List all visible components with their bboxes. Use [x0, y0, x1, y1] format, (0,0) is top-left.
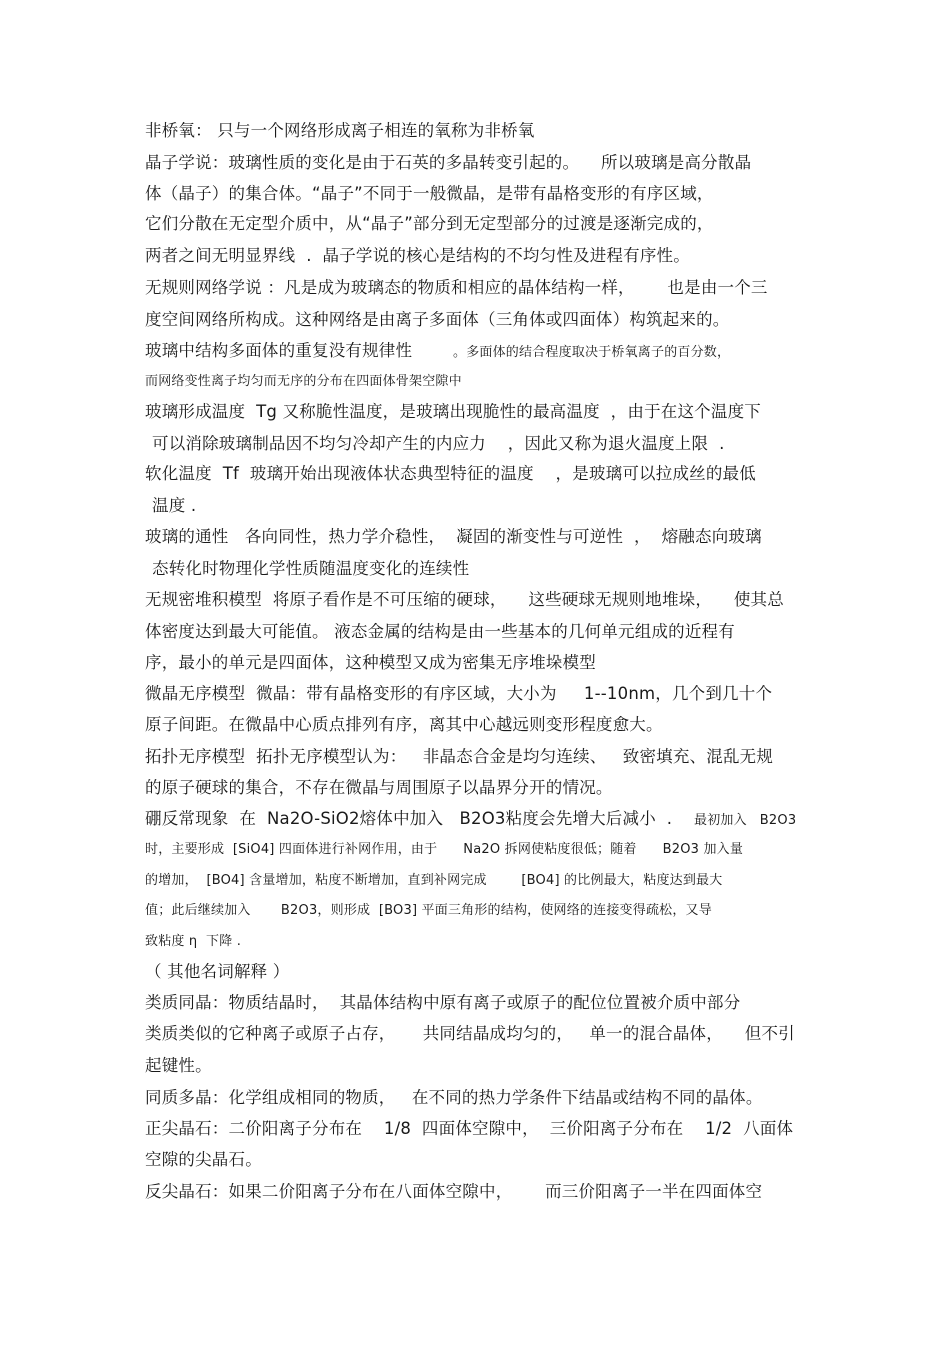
- text-line: 软化温度 Tf 玻璃开始出现液体状态典型特征的温度 ，是玻璃可以拉成丝的最低: [145, 464, 756, 483]
- text-line: 空隙的尖晶石。: [145, 1150, 262, 1169]
- text-line: 玻璃中结构多面体的重复没有规律性: [145, 341, 413, 360]
- section-heading: （ 其他名词解释 ）: [145, 962, 290, 981]
- text-line: 无规密堆积模型 将原子看作是不可压缩的硬球， 这些硬球无规则地堆垛， 使其总: [145, 590, 784, 609]
- text-line: 无规则网络学说 ：凡是成为玻璃态的物质和相应的晶体结构一样， 也是由一个三: [145, 278, 768, 297]
- text-line: 原子间距。在微晶中心质点排列有序，离其中心越远则变形程度愈大。: [145, 715, 663, 734]
- text-line: 微晶无序模型 微晶：带有晶格变形的有序区域，大小为 1--10nm，几个到几十个: [145, 684, 773, 703]
- text-line: 它们分散在无定型介质中，从“晶子”部分到无定型部分的过渡是逐渐完成的，: [145, 214, 714, 233]
- text-line: 的原子硬球的集合，不存在微晶与周围原子以晶界分开的情况。: [145, 778, 613, 797]
- text-line: 时，主要形成 [SiO4] 四面体进行补网作用，由于 Na2O 拆网使粘度很低；随着 B2O3 加入量: [145, 842, 744, 857]
- text-line: 非桥氧： 只与一个网络形成离子相连的氧称为非桥氧: [145, 121, 535, 140]
- text-line: 致粘度 η 下降 .: [145, 934, 242, 949]
- text-line: 硼反常现象 在 Na2O-SiO2熔体中加入 B2O3粘度会先增大后减小 .: [145, 809, 673, 828]
- text-line: 可以消除玻璃制品因不均匀冷却产生的内应力 ，因此又称为退火温度上限 .: [152, 434, 725, 453]
- text-line: 类质类似的它种离子或原子占存， 共同结晶成均匀的， 单一的混合晶体， 但不引: [145, 1024, 795, 1043]
- text-line: 度空间网络所构成。这种网络是由离子多面体（三角体或四面体）构筑起来的。: [145, 310, 730, 329]
- text-line: 起键性。: [145, 1056, 212, 1075]
- text-line: 。多面体的结合程度取决于桥氧离子的百分数，: [453, 345, 731, 360]
- text-line: 而网络变性离子均匀而无序的分布在四面体骨架空隙中: [145, 374, 462, 389]
- text-line: 序，最小的单元是四面体，这种模型又成为密集无序堆垛模型: [145, 653, 596, 672]
- text-line: 拓扑无序模型 拓扑无序模型认为： 非晶态合金是均匀连续、 致密填充、混乱无规: [145, 747, 774, 766]
- text-line: 的增加， [BO4] 含量增加，粘度不断增加，直到补网完成 [BO4] 的比例最大，粘度达到最大: [145, 873, 723, 888]
- text-line: 类质同晶：物质结晶时， 其晶体结构中原有离子或原子的配位位置被介质中部分: [145, 993, 741, 1012]
- text-line: 同质多晶：化学组成相同的物质， 在不同的热力学条件下结晶或结构不同的晶体。: [145, 1088, 763, 1107]
- text-line: 玻璃的通性 各向同性，热力学介稳性， 凝固的渐变性与可逆性 ， 熔融态向玻璃: [145, 527, 762, 546]
- text-line: 正尖晶石：二价阳离子分布在 1/8 四面体空隙中， 三价阳离子分布在 1/2 八面体: [145, 1119, 794, 1138]
- text-line: 体（晶子）的集合体。“晶子”不同于一般微晶，是带有晶格变形的有序区域，: [145, 184, 714, 203]
- text-line: 玻璃形成温度 Tg 又称脆性温度，是玻璃出现脆性的最高温度 ，由于在这个温度下: [145, 402, 761, 421]
- text-line: 反尖晶石：如果二价阳离子分布在八面体空隙中， 而三价阳离子一半在四面体空: [145, 1182, 763, 1201]
- text-line: 温度 .: [152, 496, 197, 515]
- text-line: 两者之间无明显界线 . 晶子学说的核心是结构的不均匀性及进程有序性。: [145, 246, 690, 265]
- text-line: 态转化时物理化学性质随温度变化的连续性: [152, 559, 470, 578]
- text-line: 晶子学说：玻璃性质的变化是由于石英的多晶转变引起的。 所以玻璃是高分散晶: [145, 153, 752, 172]
- text-line: 值；此后继续加入 B2O3，则形成 [BO3] 平面三角形的结构，使网络的连接变得疏松，又导: [145, 903, 712, 918]
- text-line: 体密度达到最大可能值。 液态金属的结构是由一些基本的几何单元组成的近程有: [145, 622, 735, 641]
- text-line: 最初加入 B2O3: [694, 813, 797, 828]
